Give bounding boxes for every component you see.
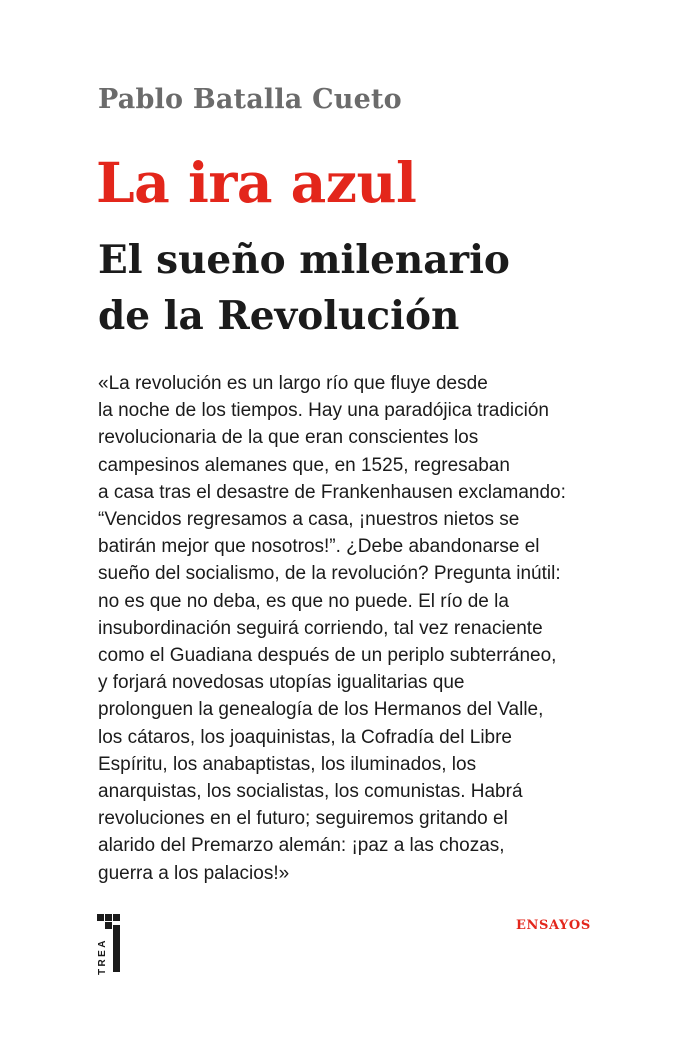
logo-square (97, 914, 104, 921)
blurb-line: prolonguen la genealogía de los Hermanos del Valle, (98, 699, 544, 721)
blurb-line: los cátaros, los joaquinistas, la Cofradía del Libre (98, 726, 513, 748)
logo-square (113, 914, 120, 921)
publisher-logo (97, 914, 123, 976)
blurb-line: “Vencidos regresamos a casa, ¡nuestros nietos se (98, 509, 520, 531)
logo-bar (113, 925, 120, 972)
blurb-line: revolucionaria de la que eran conscientes los (98, 427, 479, 449)
blurb-line: como el Guadiana después de un periplo subterráneo, (98, 645, 557, 667)
blurb-line: anarquistas, los socialistas, los comunistas. Habrá (98, 781, 523, 803)
subtitle-line: de la Revolución (98, 293, 460, 339)
blurb-line: y forjará novedosas utopías igualitarias que (98, 672, 465, 694)
blurb-line: a casa tras el desastre de Frankenhausen exclamando: (98, 481, 566, 503)
logo-square (105, 922, 112, 929)
blurb-line: sueño del socialismo, de la revolución? Pregunta inútil: (98, 563, 561, 585)
logo-square (105, 914, 112, 921)
blurb-line: insubordinación seguirá corriendo, tal vez renaciente (98, 617, 543, 639)
blurb-line: guerra a los palacios!» (98, 862, 290, 884)
blurb-line: revoluciones en el futuro; seguiremos gritando el (98, 808, 508, 830)
author-name: Pablo Batalla Cueto (98, 84, 402, 115)
series-label: ENSAYOS (516, 918, 591, 933)
blurb-line: no es que no deba, es que no puede. El río de la (98, 590, 509, 612)
blurb-quote (98, 370, 618, 887)
blurb-line: «La revolución es un largo río que fluye desde (98, 373, 488, 394)
book-subtitle (98, 232, 510, 344)
book-title: La ira azul (96, 150, 417, 215)
blurb-line: batirán mejor que nosotros!”. ¿Debe abandonarse el (98, 536, 540, 558)
publisher-name: TREA (97, 938, 108, 975)
blurb-line: la noche de los tiempos. Hay una paradójica tradición (98, 400, 549, 422)
blurb-line: Espíritu, los anabaptistas, los iluminados, los (98, 753, 477, 775)
blurb-line: campesinos alemanes que, en 1525, regresaban (98, 454, 510, 476)
subtitle-line: El sueño milenario (98, 237, 510, 283)
blurb-line: alarido del Premarzo alemán: ¡paz a las chozas, (98, 835, 505, 857)
